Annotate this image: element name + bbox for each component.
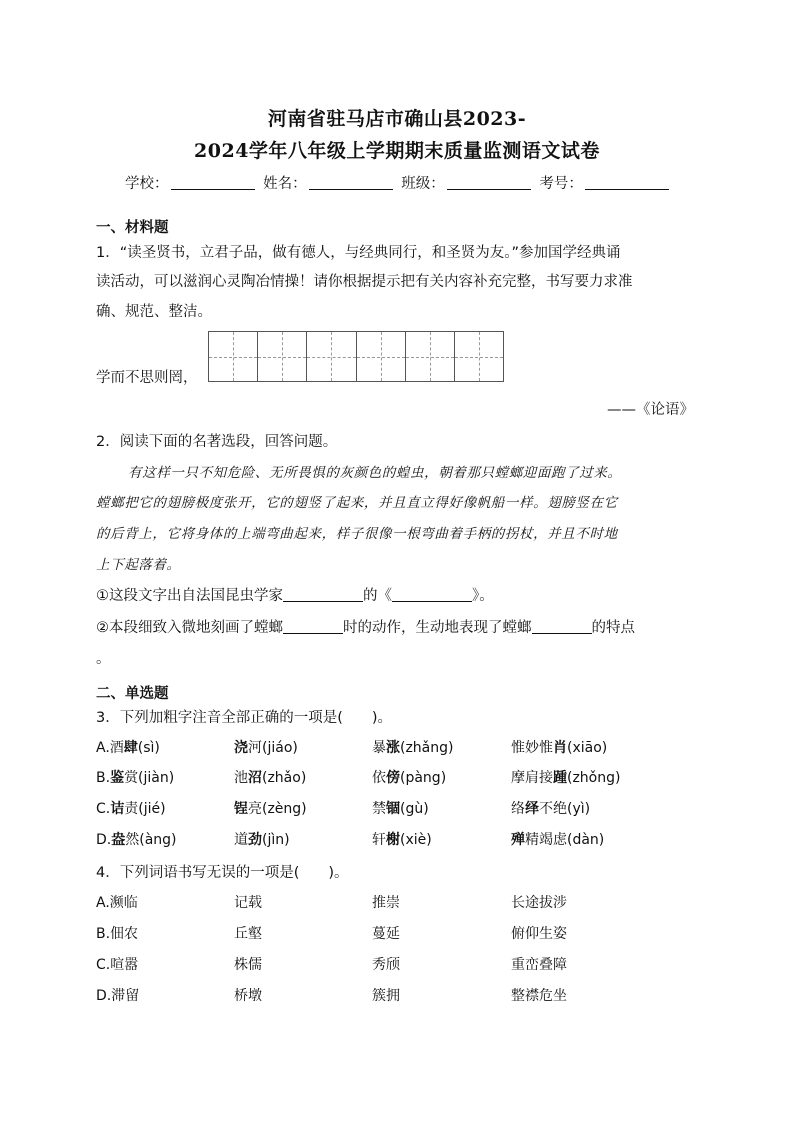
q3-option-c-3: 禁锢(gù) <box>372 801 429 817</box>
q2-sub1 <box>96 584 494 605</box>
q1-prefix: 学而不思则罔， <box>96 370 198 386</box>
q4-option-b-2: 丘壑 <box>234 926 262 942</box>
action-blank[interactable] <box>283 619 343 634</box>
q3-option-c-4: 络绎不绝(yì) <box>511 801 591 817</box>
grid-cell[interactable] <box>357 332 406 381</box>
q3-option-a-3: 暴涨(zhǎng) <box>372 740 454 756</box>
q2-sub2-text-b: 时的动作，生动地表现了螳螂 <box>343 620 532 636</box>
q4-option-d-1[interactable]: D.滞留 <box>96 988 140 1004</box>
q4-option-d-4: 整襟危坐 <box>511 988 567 1004</box>
q3-option-a-4: 惟妙惟肖(xiāo) <box>511 740 608 756</box>
number-label: 考号： <box>539 176 583 192</box>
q4-stem: 4．下列词语书写无误的一项是( )。 <box>96 865 349 881</box>
q4-option-c-1[interactable]: C.喧嚣 <box>96 957 139 973</box>
q3-option-c-1[interactable]: C.诘责(jié) <box>96 801 166 817</box>
q2-sub2-text-a: ②本段细致入微地刻画了螳螂 <box>96 620 283 636</box>
name-label: 姓名： <box>263 176 307 192</box>
q2-sub2-text-c: 的特点 <box>591 620 635 636</box>
name-blank[interactable] <box>309 175 393 190</box>
grid-cell[interactable] <box>209 332 258 381</box>
grid-cell[interactable] <box>258 332 307 381</box>
exam-title-line1: 河南省驻马店市确山县2023- <box>267 108 527 130</box>
q4-option-c-4: 重峦叠障 <box>511 957 567 973</box>
class-blank[interactable] <box>447 175 531 190</box>
q2-passage-line2: 螳螂把它的翅膀极度张开，它的翅竖了起来，并且直立得好像帆船一样。翅膀竖在它 <box>96 495 618 511</box>
q2-passage-line1: 有这样一只不知危险、无所畏惧的灰颜色的蝗虫，朝着那只螳螂迎面跑了过来。 <box>128 465 622 481</box>
q4-option-a-1[interactable]: A.濒临 <box>96 895 138 911</box>
q3-stem: 3．下列加粗字注音全部正确的一项是( )。 <box>96 710 393 726</box>
number-blank[interactable] <box>585 175 669 190</box>
writing-grid[interactable] <box>208 331 504 382</box>
q2-sub2-end: 。 <box>96 651 111 667</box>
school-label: 学校： <box>125 176 169 192</box>
q4-option-c-2: 株儒 <box>234 957 262 973</box>
q3-option-c-2: 锃亮(zèng) <box>234 801 307 817</box>
q4-option-d-3: 簇拥 <box>372 988 400 1004</box>
q2-sub2 <box>96 616 635 637</box>
q3-option-b-2: 池沼(zhǎo) <box>234 770 307 786</box>
exam-title-line2: 2024学年八年级上学期期末质量监测语文试卷 <box>194 140 600 162</box>
q1-line2: 读活动，可以滋润心灵陶冶情操！请你根据提示把有关内容补充完整，书写要力求准 <box>96 274 633 290</box>
q4-option-b-4: 俯仰生姿 <box>511 926 567 942</box>
student-info-line <box>125 172 673 193</box>
section-heading-1: 一、材料题 <box>96 220 169 236</box>
q3-option-b-4: 摩肩接踵(zhǒng) <box>511 770 621 786</box>
trait-blank[interactable] <box>532 619 592 634</box>
section-heading-2: 二、单选题 <box>96 686 169 702</box>
q4-option-a-2: 记载 <box>234 895 262 911</box>
q2-stem: 2．阅读下面的名著选段，回答问题。 <box>96 434 338 450</box>
school-blank[interactable] <box>171 175 255 190</box>
grid-cell[interactable] <box>307 332 356 381</box>
q4-option-a-3: 推崇 <box>372 895 400 911</box>
q1-line3: 确、规范、整洁。 <box>96 304 212 320</box>
grid-cell[interactable] <box>406 332 455 381</box>
book-blank[interactable] <box>392 587 472 602</box>
q3-option-b-3: 依傍(pàng) <box>372 770 447 786</box>
q1-source: ——《论语》 <box>607 402 694 418</box>
grid-cell[interactable] <box>455 332 503 381</box>
q2-sub1-text-a: ①这段文字出自法国昆虫学家 <box>96 588 283 604</box>
q1-line1: 1．“读圣贤书，立君子品，做有德人，与经典同行，和圣贤为友。”参加国学经典诵 <box>96 245 621 261</box>
q2-passage-line3: 的后背上，它将身体的上端弯曲起来，样子很像一根弯曲着手柄的拐杖，并且不时地 <box>96 526 618 542</box>
author-blank[interactable] <box>283 587 363 602</box>
q3-option-d-1[interactable]: D.盎然(àng) <box>96 832 177 848</box>
q3-option-a-1[interactable]: A.酒肆(sì) <box>96 740 160 756</box>
q4-option-b-1[interactable]: B.佃农 <box>96 926 139 942</box>
q3-option-d-4: 殚精竭虑(dàn) <box>511 832 605 848</box>
q3-option-a-2: 浇河(jiáo) <box>234 740 298 756</box>
q2-sub1-text-b: 的《 <box>363 588 392 604</box>
q3-option-b-1[interactable]: B.鉴赏(jiàn) <box>96 770 175 786</box>
class-label: 班级： <box>401 176 445 192</box>
q3-option-d-3: 轩榭(xiè) <box>372 832 432 848</box>
q4-option-a-4: 长途拔涉 <box>511 895 567 911</box>
q4-option-c-3: 秀颀 <box>372 957 400 973</box>
q4-option-b-3: 蔓延 <box>372 926 400 942</box>
q2-passage-line4: 上下起落着。 <box>96 557 181 573</box>
q2-sub1-text-c: 》。 <box>472 588 494 604</box>
q4-option-d-2: 桥墩 <box>234 988 262 1004</box>
q3-option-d-2: 道劲(jìn) <box>234 832 290 848</box>
